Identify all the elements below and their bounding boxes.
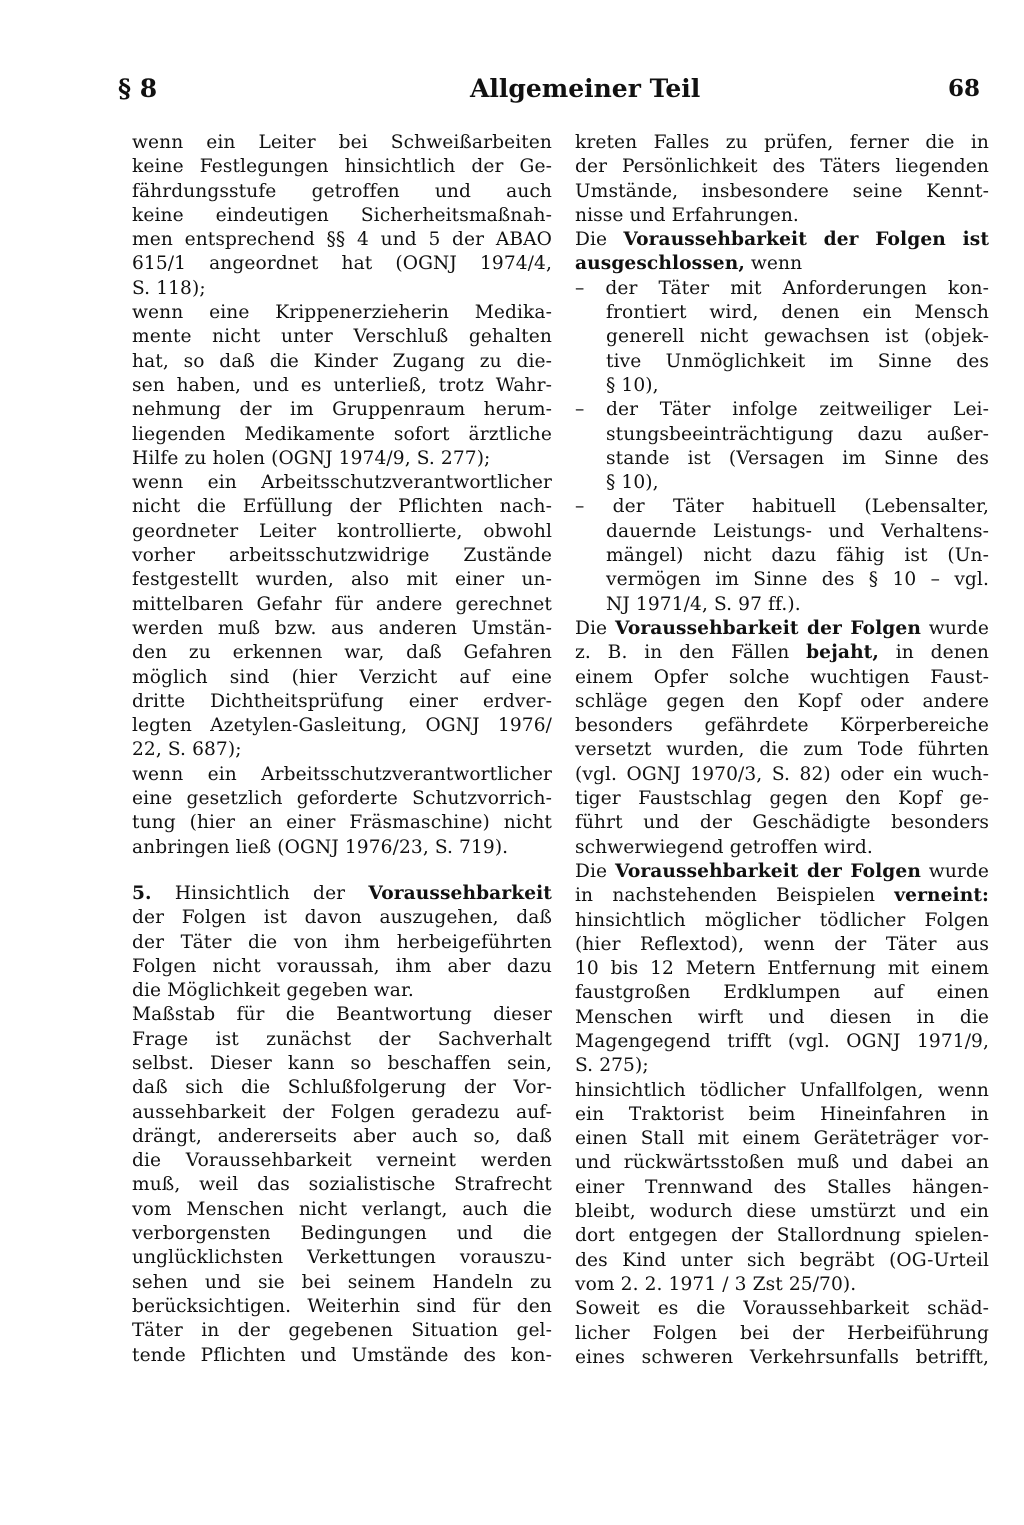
- bold-text-run: 5.: [132, 882, 152, 904]
- running-title: Allgemeiner Teil: [470, 74, 701, 103]
- text-line: tende Pflichten und Umstände des kon-: [132, 1344, 552, 1366]
- text-line: NJ 1971/4, S. 97 ff.).: [606, 593, 801, 615]
- text-line: § 10),: [606, 374, 659, 396]
- text-line: der Persönlichkeit des Täters liegenden: [575, 156, 989, 178]
- text-line: Soweit es die Voraussehbarkeit schäd-: [575, 1298, 989, 1320]
- text-line: nicht die Erfüllung der Pflichten nach-: [132, 496, 552, 518]
- text-line: schwerwiegend getroffen wird.: [575, 836, 873, 858]
- text-line: Folgen nicht voraussah, ihm aber dazu: [132, 955, 552, 977]
- text-line: besonders gefährdete Körperbereiche: [575, 715, 989, 737]
- text-line: licher Folgen bei der Herbeiführung: [575, 1322, 989, 1344]
- text-line: [132, 882, 552, 906]
- text-line: dauernde Leistungs- und Verhaltens-: [606, 520, 989, 542]
- text-line: muß, weil das sozialistische Strafrecht: [132, 1174, 552, 1196]
- right-text-column: [575, 131, 989, 1370]
- text-line: dort entgegen der Stallordnung spielen-: [575, 1225, 989, 1247]
- text-line: unglücklichsten Verkettungen vorauszu-: [132, 1247, 552, 1269]
- text-line: ein Traktorist beim Hineinfahren in: [575, 1103, 989, 1125]
- text-line: wenn ein Arbeitsschutzverantwortlicher: [132, 472, 552, 494]
- text-run: in denen: [878, 642, 989, 664]
- text-line: [575, 617, 989, 641]
- page-number: 68: [948, 75, 981, 102]
- text-line: nehmung der im Gruppenraum herum-: [132, 399, 552, 421]
- bold-text-run: Voraussehbarkeit der Folgen: [615, 617, 921, 639]
- text-line: wenn eine Krippenerzieherin Medika-: [132, 302, 552, 324]
- text-line: men entsprechend §§ 4 und 5 der ABAO: [132, 229, 552, 251]
- text-line: sehen und sie bei seinem Handeln zu: [132, 1271, 552, 1293]
- text-line: generell nicht gewachsen ist (objek-: [606, 326, 989, 348]
- text-line: 615/1 angeordnet hat (OGNJ 1974/4,: [132, 253, 552, 275]
- text-line: Frage ist zunächst der Sachverhalt: [132, 1028, 552, 1050]
- text-line: der Folgen ist davon auszugehen, daß: [132, 907, 552, 929]
- text-line: verborgensten Bedingungen und die: [132, 1223, 552, 1245]
- text-line: den zu erkennen war, daß Gefahren: [132, 642, 552, 664]
- text-line: Täter in der gegebenen Situation gel-: [132, 1320, 552, 1342]
- text-line: eines schweren Verkehrsunfalls betrifft,: [575, 1346, 989, 1368]
- text-line: einem Opfer solche wuchtigen Faust-: [575, 666, 989, 688]
- left-text-column: [132, 131, 552, 1368]
- text-line: führt und der Geschädigte besonders: [575, 812, 989, 834]
- text-line: – der Täter infolge zeitweiliger Lei-: [575, 399, 989, 421]
- text-line: wenn ein Leiter bei Schweißarbeiten: [132, 132, 552, 153]
- text-line: [575, 641, 989, 665]
- bold-text-run: verneint:: [894, 885, 989, 907]
- text-line: [575, 860, 989, 884]
- text-line: eine gesetzlich geforderte Schutzvorrich-: [132, 788, 552, 810]
- section-marker: § 8: [118, 74, 158, 103]
- text-line: die Voraussehbarkeit verneint werden: [132, 1150, 552, 1172]
- paragraph-gap: [132, 860, 552, 882]
- text-line: sen haben, und es unterließ, trotz Wahr-: [132, 374, 552, 396]
- text-line: mängel) nicht dazu fähig ist (Un-: [606, 545, 989, 567]
- text-line: [575, 884, 989, 908]
- bold-text-run: ausgeschlossen,: [575, 253, 745, 275]
- text-line: geordneter Leiter kontrollierte, obwohl: [132, 520, 552, 542]
- text-line: hinsichtlich tödlicher Unfallfolgen, wenn: [575, 1079, 989, 1101]
- text-line: [575, 228, 989, 252]
- text-line: liegenden Medikamente sofort ärztliche: [132, 423, 552, 445]
- text-line: Menschen wirft und diesen in die: [575, 1006, 989, 1028]
- text-line: legten Azetylen-Gasleitung, OGNJ 1976/: [132, 715, 552, 737]
- text-line: stande ist (Versagen im Sinne des: [606, 447, 989, 469]
- text-line: faustgroßen Erdklumpen auf einen: [575, 982, 989, 1004]
- text-line: einen Stall mit einem Geräteträger vor-: [575, 1128, 989, 1150]
- text-line: keine Festlegungen hinsichtlich der Ge-: [132, 156, 552, 178]
- text-line: anbringen ließ (OGNJ 1976/23, S. 719).: [132, 836, 509, 858]
- text-line: tiger Faustschlag gegen den Kopf ge-: [575, 788, 989, 810]
- text-line: Hilfe zu holen (OGNJ 1974/9, S. 277);: [132, 447, 491, 469]
- bold-text-run: Voraussehbarkeit der Folgen: [615, 860, 921, 882]
- text-line: tung (hier an einer Fräsmaschine) nicht: [132, 812, 552, 834]
- text-line: des Kind unter sich begräbt (OG-Urteil: [575, 1249, 989, 1271]
- text-line: vom Menschen nicht verlangt, auch die: [132, 1198, 552, 1220]
- text-line: keine eindeutigen Sicherheitsmaßnah-: [132, 204, 552, 226]
- text-line: aussehbarkeit der Folgen geradezu auf-: [132, 1101, 552, 1123]
- bold-text-run: Voraussehbarkeit der Folgen ist: [623, 229, 990, 251]
- text-line: die Möglichkeit gegeben war.: [132, 980, 414, 1002]
- text-line: nisse und Erfahrungen.: [575, 204, 799, 226]
- text-line: § 10),: [606, 472, 659, 494]
- text-run: wurde: [920, 860, 989, 882]
- text-line: einer Trennwand des Stalles hängen-: [575, 1176, 989, 1198]
- text-line: 10 bis 12 Metern Entfernung mit einem: [575, 958, 989, 980]
- text-run: Die: [575, 229, 624, 251]
- text-line: S. 275);: [575, 1055, 649, 1077]
- text-line: vorher arbeitsschutzwidrige Zustände: [132, 545, 552, 567]
- text-line: bleibt, wodurch diese umstürzt und ein: [575, 1201, 989, 1223]
- text-line: der Täter die von ihm herbeigeführten: [132, 931, 552, 953]
- text-run: Hinsichtlich der: [151, 882, 369, 904]
- text-line: hinsichtlich möglicher tödlicher Folgen: [575, 909, 989, 931]
- text-line: mittelbaren Gefahr für andere gerechnet: [132, 593, 552, 615]
- text-line: und rückwärtsstoßen muß und dabei an: [575, 1152, 989, 1174]
- text-line: selbst. Dieser kann so beschaffen sein,: [132, 1052, 552, 1074]
- text-line: daß sich die Schlußfolgerung der Vor-: [132, 1077, 552, 1099]
- text-line: Umstände, insbesondere seine Kennt-: [575, 180, 989, 202]
- text-line: hat, so daß die Kinder Zugang zu die-: [132, 350, 552, 372]
- text-run: Die: [575, 617, 616, 639]
- text-line: fährdungsstufe getroffen und auch: [132, 180, 552, 202]
- text-line: Magengegend trifft (vgl. OGNJ 1971/9,: [575, 1030, 989, 1052]
- text-line: stungsbeeinträchtigung dazu außer-: [606, 423, 989, 445]
- bold-text-run: Voraussehbarkeit: [368, 882, 552, 904]
- text-line: tive Unmöglichkeit im Sinne des: [606, 350, 989, 372]
- text-line: – der Täter mit Anforderungen kon-: [575, 277, 989, 299]
- text-line: versetzt wurden, die zum Tode führten: [575, 739, 989, 761]
- text-line: vom 2. 2. 1971 / 3 Zst 25/70).: [575, 1273, 857, 1295]
- text-line: S. 118);: [132, 277, 206, 299]
- text-line: möglich sind (hier Verzicht auf eine: [132, 666, 552, 688]
- text-line: drängt, andererseits aber auch so, daß: [132, 1125, 552, 1147]
- text-line: – der Täter habituell (Lebensalter,: [575, 496, 989, 518]
- text-line: 22, S. 687);: [132, 739, 242, 761]
- text-line: dritte Dichtheitsprüfung einer erdver-: [132, 690, 552, 712]
- text-line: [575, 252, 989, 276]
- text-run: in nachstehenden Beispielen: [575, 885, 895, 907]
- text-run: z. B. in den Fällen: [575, 642, 807, 664]
- text-line: wenn ein Arbeitsschutzverantwortlicher: [132, 763, 552, 785]
- text-line: berücksichtigen. Weiterhin sind für den: [132, 1295, 552, 1317]
- text-line: schläge gegen den Kopf oder andere: [575, 690, 989, 712]
- text-run: Die: [575, 860, 616, 882]
- text-line: mente nicht unter Verschluß gehalten: [132, 326, 552, 348]
- text-run: wurde: [920, 617, 989, 639]
- text-line: frontiert wird, denen ein Mensch: [606, 302, 989, 324]
- text-line: werden muß bzw. aus anderen Umstän-: [132, 617, 552, 639]
- text-line: (hier Reflextod), wenn der Täter aus: [575, 933, 989, 955]
- text-line: kreten Falles zu prüfen, ferner die in: [575, 132, 989, 153]
- text-line: festgestellt wurden, also mit einer un-: [132, 569, 552, 591]
- text-line: vermögen im Sinne des § 10 – vgl.: [606, 569, 989, 591]
- text-line: (vgl. OGNJ 1970/3, S. 82) oder ein wuch-: [575, 763, 989, 785]
- text-run: wenn: [744, 253, 803, 275]
- bold-text-run: bejaht,: [806, 642, 879, 664]
- text-line: Maßstab für die Beantwortung dieser: [132, 1004, 552, 1026]
